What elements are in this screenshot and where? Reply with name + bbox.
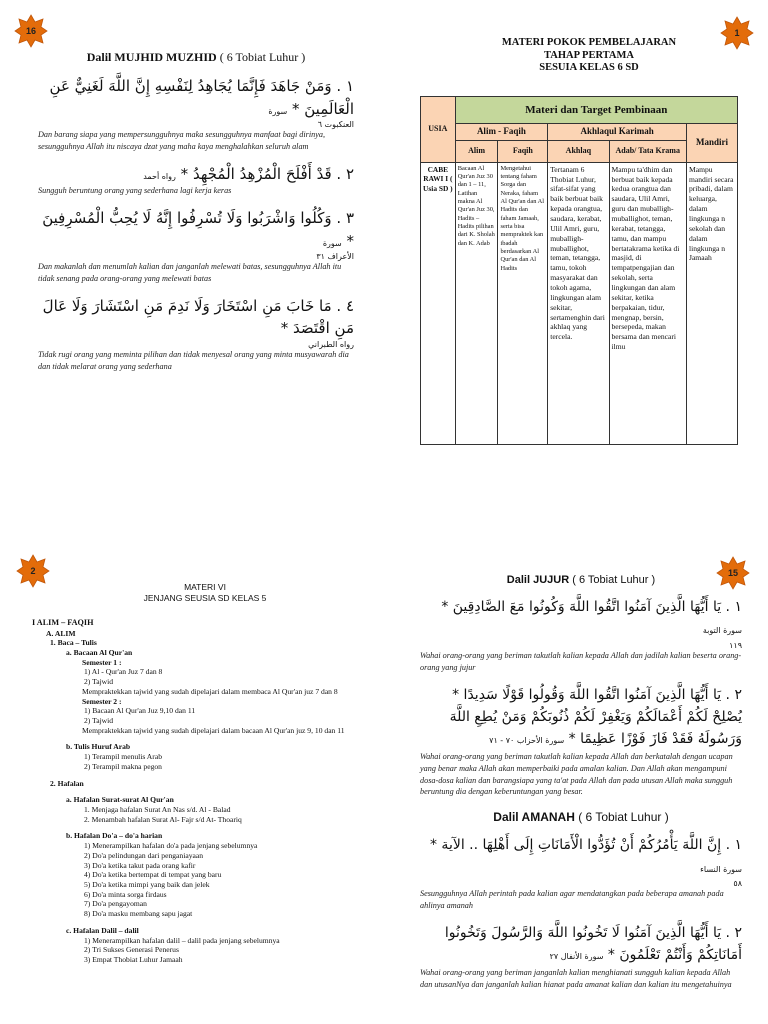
page-number: 1 [734, 28, 740, 38]
title-line: MATERI VI [184, 582, 226, 592]
arabic-text: ٣ . وَكُلُوا وَاشْرَبُوا وَلَا تُسْرِفُوا إِنَّهُ لَا يُحِبُّ الْمُسْرِفِينَ * [42, 209, 354, 250]
verse-block [38, 163, 354, 197]
page-number: 16 [25, 26, 36, 36]
verse-list-jujur [420, 596, 742, 798]
heading-paren: ( 6 Tobiat Luhur ) [572, 574, 656, 586]
page-number-badge [16, 554, 50, 588]
page-16-dalil-mujhid [0, 0, 384, 512]
verse-reference: سورة النساء [700, 864, 742, 874]
page-2-materi-vi [0, 512, 384, 1024]
page-number-badge [720, 16, 754, 50]
arabic-verse [38, 75, 354, 120]
outline-item: 1) Bacaan Al Qur'an Juz 9,10 dan 11 [84, 706, 196, 716]
arabic-verse [38, 295, 354, 340]
akhlaq-header: Akhlaqul Karimah [548, 124, 687, 141]
verse-reference: سورة الأنفال ٢٧ [549, 952, 604, 962]
page-number: 15 [727, 568, 738, 578]
verse-translation: Wahai orang-orang yang beriman takutlah kalian kepada Allah dan berkatalah dengan ucapan yang benar maka Allah akan memperbaiki pada amalan kalian. Dan Allah akan mengampuni dosa-dosa kalian dan barangsiapa yang ta'at pada Allah dan pada utusan Allah maka sungguh beruntung dia dengan keberuntungan yang besar. [420, 751, 733, 797]
outline-item: 2) Tajwid [84, 677, 114, 687]
outline-item: 1. Menjaga hafalan Surat An Nas s/d. Al - Balad [84, 805, 231, 814]
verse-reference: سورة [322, 238, 342, 248]
alim-faqih-header: Alim - Faqih [455, 124, 548, 141]
heading-paren: ( 6 Tobiat Luhur ) [578, 810, 669, 825]
arabic-verse [420, 922, 742, 967]
outline-item: b. Hafalan Do'a – do'a harian [66, 831, 163, 841]
heading-title: Dalil AMANAH [493, 810, 575, 825]
outline-item: c. Hafalan Dalil – dalil [66, 925, 139, 935]
outline-item: 8) Do'a masku membang sapu jagat [84, 909, 193, 919]
verse-list-amanah [420, 834, 742, 990]
outline-item: 6) Do'a minta sorga firdaus [84, 889, 167, 899]
page-15-dalil-jujur-amanah [384, 512, 768, 1024]
outline-item: 4) Do'a ketika bertempat di tempat yang baru [84, 870, 222, 880]
outline-item: 1) Terampil menulis Arab [84, 752, 162, 762]
alim-subheader: Alim [455, 140, 498, 162]
page-title [454, 37, 724, 75]
arabic-verse [420, 684, 742, 751]
page-number: 2 [30, 566, 36, 576]
page-1-materi-pokok [384, 0, 768, 512]
outline-item: Mempraktekkan tajwid yang sudah dipelajari dalam membaca Al Qur'an juz 7 dan 8 [82, 686, 338, 696]
outline-item: 1. Baca – Tulis [50, 638, 97, 648]
outline-spacer [32, 772, 352, 779]
title-line: JENJANG SEUSIA SD KELAS 5 [143, 593, 267, 604]
outline-item: a. Bacaan Al Qur'an [66, 647, 133, 657]
outline-item: Semester 2 : [82, 696, 122, 706]
arabic-text: ١ . يَا أَيُّهَا الَّذِينَ آمَنُوا اتَّقُوا اللَّهَ وَكُونُوا مَعَ الصَّادِقِينَ * [441, 599, 742, 615]
verse-reference: سورة الأحزاب ٧٠ - ٧١ [489, 736, 565, 746]
faqih-subheader: Faqih [498, 140, 548, 162]
faqih-cell: Mengetahui tentang faham Sorga dan Neraka, faham Al Qur'an dan Al Hadits dan faham Jamaah, serta bisa mempraktek kan ibadah berdasarkan Al Qur'an dan Al Hadits [498, 162, 548, 444]
title-line: MATERI POKOK PEMBELAJARAN [501, 37, 677, 48]
verse-block [420, 684, 742, 799]
verse-translation: Wahai orang-orang yang beriman takutlah kalian kepada Allah dan jadilah kalian beserta orang-orang yang jujur [420, 650, 742, 672]
outline-item: 1) Menerampilkan hafalan do'a pada jenjang sebelumnya [84, 841, 258, 851]
heading-title: Dalil MUJHID MUZHID [86, 50, 217, 64]
row-label: CABE RAWI I ( Usia SD ) [421, 162, 456, 444]
arabic-text: ١ . إِنَّ اللَّهَ يَأْمُرُكُمْ أَنْ تُؤَدُّوا الْأَمَانَاتِ إِلَى أَهْلِهَا .. الآية * [429, 837, 742, 854]
verse-reference-line: ٥٨ [733, 879, 742, 889]
verse-list [38, 75, 354, 373]
verse-translation: Tidak rugi orang yang meminta pilihan dan tidak menyesal orang yang minta musyawarah dia dan tidak melarat orang yang sederhana [38, 349, 349, 371]
outline-item: a. Hafalan Surat-surat Al Qur'an [66, 795, 174, 805]
outline-item: b. Tulis Huruf Arab [66, 742, 131, 752]
usia-header: USIA [421, 97, 456, 163]
verse-translation: Dan barang siapa yang mempersungguhnya maka sesungguhnya manfaat bagi dirinya, sesungguhnya Allah itu niscaya dzat yang maha kaya menghalahkan seluruh alam [38, 130, 325, 151]
verse-reference-line: رواه الطبراني [308, 339, 354, 349]
outline-item: 3) Do'a ketika takut pada orang kafir [84, 860, 196, 870]
arabic-verse [38, 207, 354, 252]
outline-spacer [32, 919, 352, 926]
mandiri-header: Mandiri [686, 124, 737, 163]
outline-item: 5) Do'a ketika mimpi yang baik dan jelek [84, 880, 210, 890]
verse-translation: Wahai orang-orang yang beriman janganlah kalian menghianati sungguh kalian kepada Allah dan utusanNya dan janganlah kalian hianat pada amanat kalian dan kalian itu mengetahuinya [420, 967, 732, 989]
curriculum-outline [32, 616, 352, 965]
verse-reference-line: الأعراف ٣١ [316, 252, 354, 262]
outline-item: 2) Tri Sukses Generasi Penerus [84, 945, 179, 955]
verse-translation: Dan makanlah dan menumlah kalian dan janganlah melewati batas, sesungguhnya Allah itu tidak senang pada orang-orang yang melewati batas [38, 262, 342, 284]
outline-item: 1) Al - Qur'an Juz 7 dan 8 [84, 667, 163, 677]
title-line: TAHAP PERTAMA [544, 49, 634, 61]
verse-reference: سورة [268, 106, 288, 116]
verse-reference-line: العنكبوت ٦ [317, 120, 354, 129]
heading-paren: ( 6 Tobiat Luhur ) [219, 50, 306, 64]
verse-block [38, 207, 354, 285]
verse-block [38, 75, 354, 153]
arabic-text: ١ . وَمَنْ جَاهَدَ فَإِنَّمَا يُجَاهِدُ لِنَفْسِهِ إِنَّ اللَّهَ لَغَنِيٌّ عَنِ الْعَالَمِينَ * [49, 77, 354, 118]
adab-subheader: Adab/ Tata Krama [609, 140, 686, 162]
outline-item: 2) Tajwid [84, 715, 114, 725]
outline-item: 2. Menambah hafalan Surat Al- Fajr s/d At- Thoariq [84, 814, 242, 824]
akhlaq-cell: Tertanam 6 Thobiat Luhur, sifat-sifat yang baik berbuat baik kepada orangtua, saudara, kerabat, Ulil Amri, guru, muballigh-muballighot, teman, tetangga, tamu, tokoh masyarakat dan tokoh agama, lingkungan alam sekitar, sertamenghin dari akhlaq yang tercela. [548, 162, 609, 444]
section-heading-amanah [420, 810, 742, 824]
table-main-header: Materi dan Target Pembinaan [455, 97, 737, 124]
arabic-verse [38, 163, 354, 186]
arabic-verse [420, 596, 742, 641]
verse-block [420, 834, 742, 912]
outline-item: 1) Menerampilkan hafalan dalil – dalil pada jenjang sebelumnya [84, 935, 280, 945]
verse-translation: Sesungguhnya Allah perintah pada kalian agar mendatangkan pada beberapa amanah pada ahlinya amanah [420, 889, 724, 910]
outline-item: 3) Empat Thobiat Luhur Jamaah [84, 955, 183, 965]
verse-block [420, 596, 742, 674]
section-heading [38, 50, 354, 65]
title-line: SESUIA KELAS 6 SD [539, 62, 639, 74]
heading-title: Dalil JUJUR [506, 574, 570, 586]
page-number-badge [14, 14, 48, 48]
adab-cell: Mampu ta'dhim dan berbuat baik kepada kedua orangtua dan saudara, Ulil Amri, guru dan muballigh-muballighot, teman, kerabat, tetangga, tamu, dan mampu bertatakrama ketika di masjid, di tempatpengajian dan sekolah, serta lingkungan dan alam sekitar, ketika berpakaian, tidur, mengnap, bersin, bersepeda, makan bersama dan mencari ilmu [609, 162, 686, 444]
verse-reference-line: ١١٩ [729, 640, 742, 650]
outline-item: 2) Do'a pelindungan dari penganiayaan [84, 850, 204, 860]
outline-spacer [32, 788, 352, 795]
arabic-text: ٢ . يَا أَيُّهَا الَّذِينَ آمَنُوا اتَّقُوا اللَّهَ وَقُولُوا قَوْلًا سَدِيدًا * يُصْلِحْ لَكُمْ أَعْمَالَكُمْ وَيَغْفِرْ لَكُمْ ذُنُوبَكُمْ وَمَنْ يُطِعِ اللَّهَ وَرَسُولَهُ فَقَدْ فَازَ فَوْزًا عَظِيمًا * [449, 686, 742, 748]
page-title [70, 582, 340, 604]
outline-item: 2. Hafalan [50, 778, 84, 788]
outline-item: Mempraktekkan tajwid yang sudah dipelajari dalam bacaan Al Qur'an juz 9, 10 dan 11 [82, 725, 345, 735]
verse-reference: سورة التوبة [702, 626, 742, 636]
arabic-text: ٤ . مَا خَابَ مَنِ اسْتَخَارَ وَلَا نَدِمَ مَنِ اسْتَشَارَ وَلَا عَالَ مَنِ اقْتَصَدَ * [42, 296, 354, 338]
verse-reference: رواه أحمد [143, 171, 176, 181]
outline-item: Semester 1 : [82, 657, 122, 667]
outline-item: A. ALIM [46, 628, 76, 638]
verse-block [420, 922, 742, 991]
outline-item: 2) Terampil makna pegon [84, 761, 162, 771]
outline-spacer [32, 824, 352, 831]
outline-spacer [32, 735, 352, 742]
arabic-text: ٢ . يَا أَيُّهَا الَّذِينَ آمَنُوا لَا تَخُونُوا اللَّهَ وَالرَّسُولَ وَتَخُونُوا أَمَانَاتِكُمْ وَأَنْتُمْ تَعْلَمُونَ * [444, 924, 742, 964]
outline-item: I ALIM – FAQIH [32, 618, 94, 627]
outline-item: 7) Do'a pengayoman [84, 899, 147, 909]
arabic-verse [420, 834, 742, 879]
section-heading-jujur [420, 574, 742, 586]
materi-table [420, 96, 738, 445]
verse-block [38, 295, 354, 373]
alim-cell: Bacaan Al Qur'an Juz 30 dan 1 – 11, Latihan makna Al Qur'an Juz 30, Hadits – Hadits pilihan dari K. Sholah dan K. Adab [455, 162, 498, 444]
akhlaq-subheader: Akhlaq [548, 140, 609, 162]
mandiri-cell: Mampu mandiri secara pribadi, dalam keluarga, dalam lingkunga n sekolah dan dalam lingkunga n Jamaah [686, 162, 737, 444]
verse-translation: Sungguh beruntung orang yang sederhana lagi kerja keras [38, 186, 232, 196]
arabic-text: ٢ . قَدْ أَفْلَحَ الْمُزْهِدُ الْمُجْهِدُ * [180, 164, 354, 183]
